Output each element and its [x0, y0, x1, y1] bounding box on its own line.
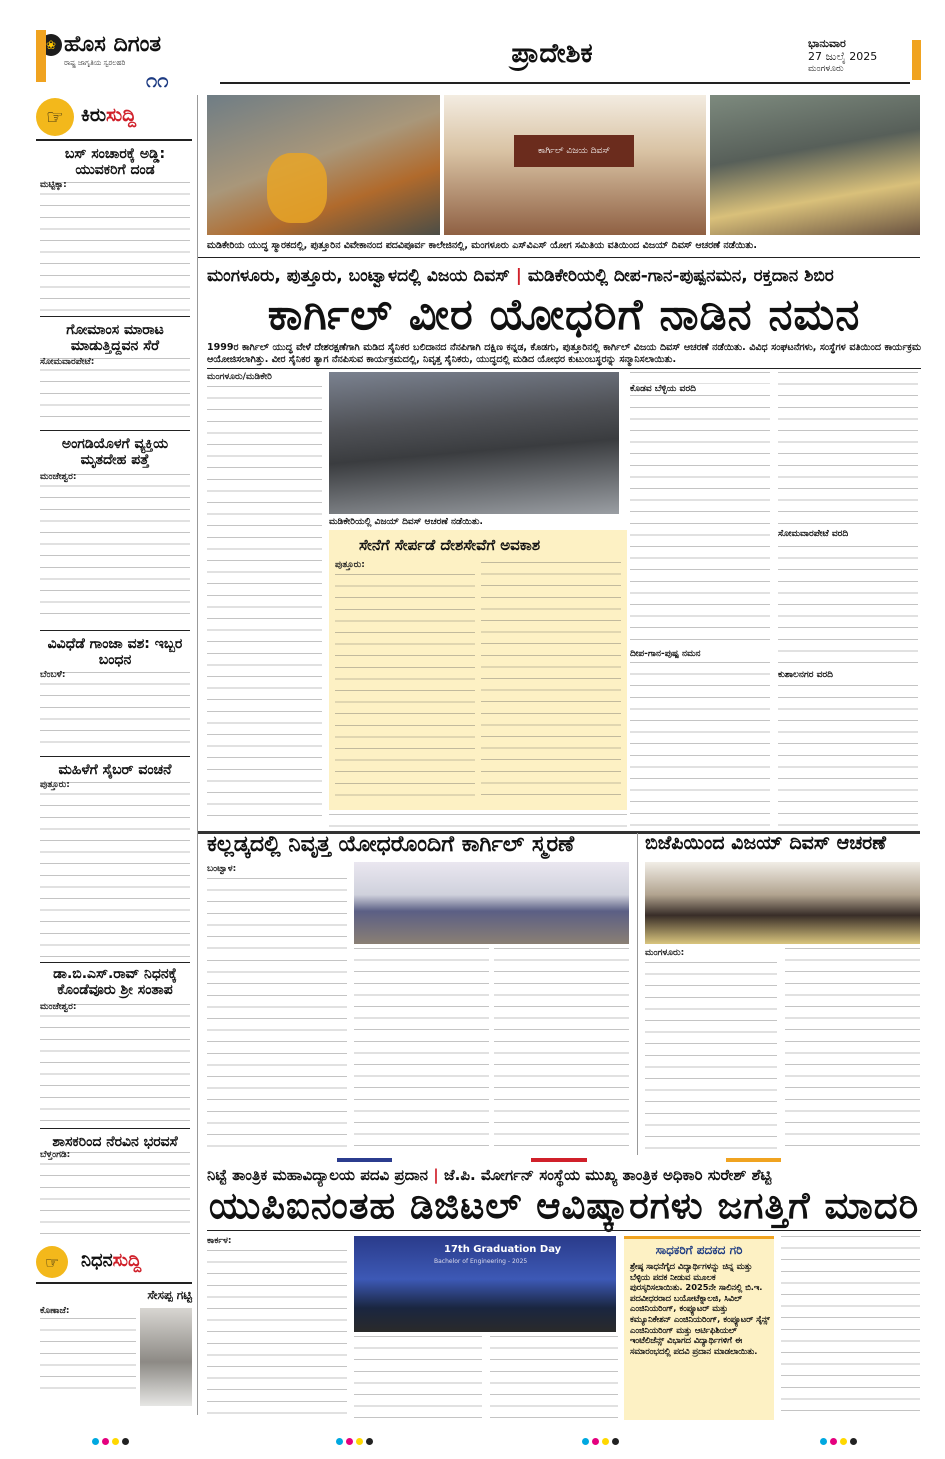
story4-dateline: ಕಾರ್ಕಳ: [207, 1236, 232, 1246]
nidhana-suddi-header [36, 1245, 192, 1279]
lead-headline: ಕಾರ್ಗಿಲ್ ವೀರ ಯೋಧರಿಗೆ ನಾಡಿನ ನಮನ [267, 290, 861, 340]
story4-headline: ಯುಪಿಐನಂತಹ ಡಿಜಿಟಲ್ ಆವಿಷ್ಕಾರಗಳು ಜಗತ್ತಿಗೆ ಮಾದರಿ [208, 1184, 920, 1227]
lead-column-4 [778, 372, 918, 828]
logo-emblem-icon: ❀ [40, 34, 62, 56]
brief-place: ಸೋಮವಾರಪೇಟೆ: [40, 357, 95, 367]
story4-col-2 [354, 1336, 482, 1420]
story-divider [637, 833, 638, 1155]
color-strip [198, 1158, 920, 1162]
masthead-rule [220, 82, 910, 84]
date: 27 ಜುಲೈ 2025 [808, 50, 878, 63]
brief-body [40, 1152, 190, 1236]
story3-headline: ಬಿಜೆಪಿಯಿಂದ ವಿಜಯ್ ದಿವಸ್ ಆಚರಣೆ [645, 832, 887, 854]
sidebox-headline: ಸೇನೆಗೆ ಸೇರ್ಪಡೆ ದೇಶಸೇವೆಗೆ ಅವಕಾಶ [359, 536, 541, 554]
sidebox-army [329, 530, 627, 810]
lead-subhead: ಕೊಡವ ಬೆಳ್ಳಿಯ ವರದಿ [630, 384, 770, 394]
photo-madikeri-crowd [329, 372, 619, 514]
brief-headline: ಮಹಿಳೆಗೆ ಸೈಬರ್ ವಂಚನೆ [58, 762, 172, 778]
brief-body [40, 474, 190, 624]
brief-place: ಬೆಳ್ತಂಗಡಿ: [40, 1150, 71, 1160]
brief-rule [40, 756, 190, 757]
registration-marks [820, 1438, 857, 1445]
page-number: ೧೧ [146, 68, 169, 92]
lead-bottom-lines [329, 814, 627, 830]
kiru-rule [36, 139, 192, 141]
brief-body [40, 1004, 190, 1122]
brief-headline: ಡಾ.ಬಿ.ಎಸ್.ರಾವ್ ನಿಧನಕ್ಕೆ ಕೊಂಡೆವೂರು ಶ್ರೀ ಸಂತಾಪ [53, 966, 177, 998]
brief-body [40, 182, 190, 312]
photo-banner: ಕಾರ್ಗಿಲ್ ವಿಜಯ ದಿವಸ್ [514, 135, 634, 167]
kiru-suddi-title: ಕಿರುಸುದ್ದಿ [81, 104, 137, 126]
section-title: ಪ್ರಾದೇಶಿಕ [511, 38, 593, 69]
story4-kicker: ನಿಟ್ಟೆ ತಾಂತ್ರಿಕ ಮಹಾವಿದ್ಯಾಲಯ ಪದವಿ ಪ್ರದಾನ | ಜೆ.ಪಿ. ಮೋರ್ಗನ್ ಸಂಸ್ಥೆಯ ಮುಖ್ಯ ತಾಂತ್ರಿಕ ಅಧಿಕಾರಿ ಸುರೇಶ್ ಶೆಟ್ಟಿ [207, 1166, 772, 1184]
obit-place: ಕೊಣಾಜೆ: [40, 1306, 70, 1316]
obit-portrait [140, 1308, 192, 1406]
date-block [808, 37, 908, 76]
story4-sidebox [624, 1236, 774, 1420]
pointing-hand-icon: ☞ [36, 1246, 68, 1278]
registration-marks [92, 1438, 129, 1445]
story2-col-1 [207, 960, 347, 1155]
brief-place: ಮಟ್ಟಿಕ್ಕಾ: [40, 180, 67, 190]
sidebox-dateline: ಪುತ್ತೂರು: [335, 560, 365, 570]
brief-place: ಮಂಜೇಶ್ವರ: [40, 472, 77, 482]
lead-intro: 1999ರ ಕಾರ್ಗಿಲ್ ಯುದ್ಧ ವೇಳೆ ದೇಶರಕ್ಷಣೆಗಾಗಿ ಮಡಿದ ಸೈನಿಕರ ಬಲಿದಾನದ ನೆನಪಿಗಾಗಿ ದಕ್ಷಿಣ ಕನ್ನಡ, ಕೊಡಗು, ಪುತ್ತೂರಿನಲ್ಲಿ ಕಾರ್ಗಿಲ್ ವಿಜಯ ದಿವಸ್ ಆಚರಣೆ ನಡೆಯಿತು. ವಿವಿಧ ಸಂಘಟನೆಗಳು, ಸಂಸ್ಥೆಗಳ ವತಿಯಿಂದ ಕಾರ್ಯಕ್ರಮ ಆಯೋಜಿಸಲಾಗಿತ್ತು. ವೀರ ಸೈನಿಕರ ತ್ಯಾಗ ನೆನಪಿಸುವ ಕಾರ್ಯಕ್ರಮದಲ್ಲಿ, ನಿವೃತ್ತ ಸೈನಿಕರು, ಯುದ್ಧದಲ್ಲಿ ಮಡಿದ ಯೋಧರ ಕುಟುಂಬಸ್ಥರನ್ನು ಸನ್ಮಾನಿಸಲಾಯಿತು. [207, 342, 921, 365]
obit-body [40, 1318, 136, 1398]
nidhana-suddi-title: ನಿಧನಸುದ್ದಿ [81, 1250, 142, 1271]
brief-rule [40, 630, 190, 631]
top-photo-caption: ಮಡಿಕೇರಿಯ ಯುದ್ಧ ಸ್ಮಾರಕದಲ್ಲಿ, ಪುತ್ತೂರಿನ ವಿವೇಕಾನಂದ ಪದವಿಪೂರ್ವ ಕಾಲೇಜಿನಲ್ಲಿ, ಮಂಗಳೂರು ಎಸ್‌ವಿಎಸ್ ಯೋಗ ಸಮಿತಿಯ ವತಿಯಿಂದ ವಿಜಯ್ ದಿವಸ್ ಆಚರಣೆ ನಡೆಯಿತು. [207, 240, 757, 251]
sidebox-col-1 [335, 574, 475, 804]
brief-rule [40, 1128, 190, 1129]
lead-intro-rule [207, 368, 921, 369]
story4-col-1 [207, 1250, 347, 1420]
logo-tagline: ರಾಷ್ಟ್ರ ಜಾಗೃತಿಯ ಸ್ವರಲಹರಿ [64, 59, 126, 67]
story3-col-1 [645, 962, 777, 1155]
lead-photo-caption: ಮಡಿಕೇರಿಯಲ್ಲಿ ವಿಜಯ್ ದಿವಸ್ ಆಚರಣೆ ನಡೆಯಿತು. [329, 517, 483, 527]
photo-graduation-title: 17th Graduation Day [444, 1244, 562, 1255]
brief-headline: ವಿವಿಧೆಡೆ ಗಾಂಜಾ ವಶ: ಇಬ್ಬರ ಬಂಧನ [47, 636, 183, 668]
photo-nitte-graduation [354, 1236, 616, 1332]
brief-headline: ಶಾಸಕರಿಂದ ನೆರವಿನ ಭರವಸೆ [52, 1134, 178, 1150]
brief-place: ಬೆಂಬಳೆ: [40, 670, 66, 680]
sidebox-col-2 [481, 562, 621, 804]
brief-place: ಪುತ್ತೂರು: [40, 780, 70, 790]
day: ಭಾನುವಾರ [808, 37, 846, 50]
photo-madikeri-memorial [207, 95, 440, 235]
story4-col-4 [781, 1236, 920, 1420]
lead-column-3 [630, 372, 770, 828]
lead-subhead: ಕುಶಾಲನಗರ ವರದಿ [778, 670, 918, 680]
brief-rule [40, 316, 190, 317]
brief-place: ಮಂಜೇಶ್ವರ: [40, 1002, 77, 1012]
story4-box-text: ಶ್ರೇಷ್ಠ ಸಾಧನೆಗೈದ ವಿದ್ಯಾರ್ಥಿಗಳನ್ನು ಚಿನ್ನ ಮತ್ತು ಬೆಳ್ಳಿಯ ಪದಕ ನೀಡುವ ಮೂಲಕ ಪುರಸ್ಕರಿಸಲಾಯಿತು. 2025ನೇ ಸಾಲಿನಲ್ಲಿ ಬಿ.ಇ. ಪದವೀಧರರಾದ ಬಯೋಟೆಕ್ನಾಲಜಿ, ಸಿವಿಲ್ ಎಂಜಿನಿಯರಿಂಗ್, ಕಂಪ್ಯೂಟರ್ ಮತ್ತು ಕಮ್ಯೂನಿಕೇಶನ್ ಎಂಜಿನಿಯರಿಂಗ್, ಕಂಪ್ಯೂಟರ್ ಸೈನ್ಸ್ ಎಂಜಿನಿಯರಿಂಗ್ ಮತ್ತು ಆರ್ಟಿಫಿಶಿಯಲ್ ಇಂಟೆಲಿಜೆನ್ಸ್ ವಿಭಾಗದ ವಿದ್ಯಾರ್ಥಿಗಳಿಗೆ ಈ ಸಮಾರಂಭದಲ್ಲಿ ಪದವಿ ಪ್ರದಾನ ಮಾಡಲಾಯಿತು. [630, 1261, 770, 1356]
photo-bjp-event [645, 862, 920, 944]
story4-box-headline: ಸಾಧಕರಿಗೆ ಪದಕದ ಗರಿ [655, 1243, 743, 1257]
kiru-suddi-header [36, 96, 192, 138]
brief-body [40, 672, 190, 752]
lead-subhead: ಸೋಮವಾರಪೇಟೆ ವರದಿ [778, 529, 918, 539]
sidebar-divider [197, 95, 198, 1415]
logo-name: ಹೊಸ ದಿಗಂತ [64, 32, 162, 57]
obit-name: ಸೇಸಪ್ಪ ಗಟ್ಟಿ [147, 1288, 192, 1302]
story4-rule [207, 1230, 921, 1231]
photo-puttur-college [444, 95, 706, 235]
story4-col-3 [490, 1336, 618, 1420]
obit-rule [36, 1282, 192, 1284]
masthead-logo [36, 30, 212, 92]
brief-body [40, 782, 190, 958]
brief-headline: ಅಂಗಡಿಯೊಳಗೆ ವ್ಯಕ್ತಿಯ ಮೃತದೇಹ ಪತ್ತೆ [61, 436, 169, 468]
brief-headline: ಬಸ್ ಸಂಚಾರಕ್ಕೆ ಅಡ್ಡಿ: ಯುವಕರಿಗೆ ದಂಡ [64, 146, 166, 178]
registration-marks [582, 1438, 619, 1445]
story2-col-3 [494, 948, 629, 1155]
brief-headline: ಗೋಮಾಂಸ ಮಾರಾಟ ಮಾಡುತ್ತಿದ್ದವನ ಸೆರೆ [66, 322, 164, 354]
city: ಮಂಗಳೂರು [808, 64, 844, 74]
date-accent-bar [912, 40, 921, 80]
photo-kalladka-event [354, 862, 629, 944]
story2-dateline: ಬಂಟ್ವಾಳ: [207, 864, 237, 874]
brief-rule [40, 962, 190, 963]
top-caption-rule [198, 257, 920, 258]
lead-kicker: ಮಂಗಳೂರು, ಪುತ್ತೂರು, ಬಂಟ್ವಾಳದಲ್ಲಿ ವಿಜಯ ದಿವಸ್ | ಮಡಿಕೇರಿಯಲ್ಲಿ ದೀಪ-ಗಾನ-ಪುಷ್ಪನಮನ, ರಕ್ತದಾನ ಶಿಬಿರ [207, 266, 834, 286]
story3-dateline: ಮಂಗಳೂರು: [645, 948, 685, 958]
pointing-hand-icon: ☞ [36, 98, 74, 136]
lead-dateline: ಮಂಗಳೂರು/ಮಡಿಕೇರಿ [207, 372, 272, 382]
registration-marks [336, 1438, 373, 1445]
story2-col-1a [207, 878, 347, 953]
lead-subhead: ದೀಪ-ಗಾನ-ಪುಷ್ಪ ನಮನ [630, 649, 770, 659]
brief-rule [40, 430, 190, 431]
photo-mangaluru-yoga [710, 95, 920, 235]
story2-headline: ಕಲ್ಲಡ್ಕದಲ್ಲಿ ನಿವೃತ್ತ ಯೋಧರೊಂದಿಗೆ ಕಾರ್ಗಿಲ್ ಸ್ಮರಣೆ [207, 832, 575, 857]
story3-col-2 [785, 948, 920, 1155]
logo-accent-bar [36, 30, 46, 82]
story2-col-2 [354, 948, 489, 1155]
photo-graduation-subtitle: Bachelor of Engineering - 2025 [434, 1258, 528, 1265]
